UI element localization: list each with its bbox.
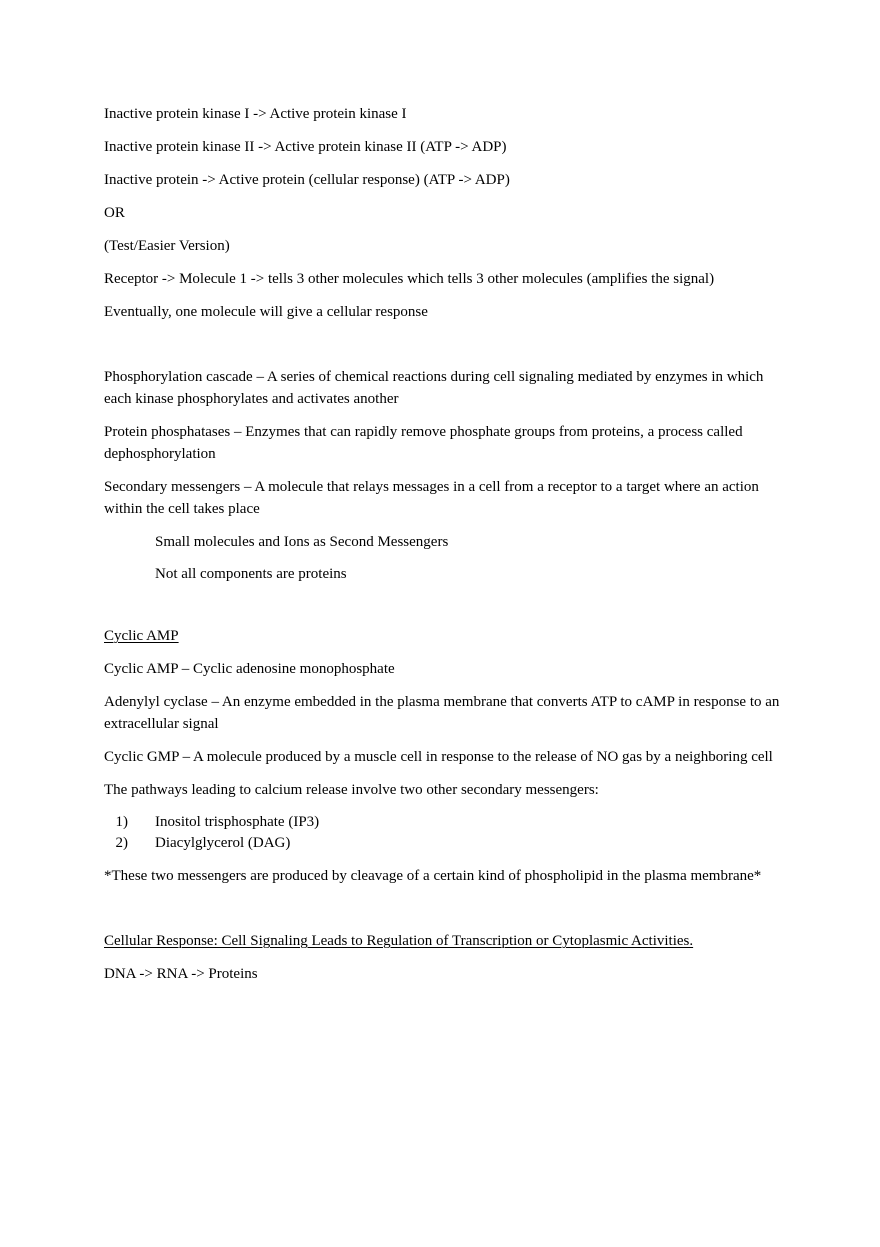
second-messengers-note: Small molecules and Ions as Second Messengers: [155, 534, 449, 550]
phospholipid-note: *These two messengers are produced by cleavage of a certain kind of phospholipid in the plasma membrane*: [104, 868, 762, 884]
calcium-pathway-intro: The pathways leading to calcium release involve two other secondary messengers:: [104, 782, 599, 798]
spacer: [104, 595, 784, 625]
list-item-text: Diacylglycerol (DAG): [155, 835, 291, 851]
list-item: [104, 812, 784, 833]
phosphorylation-cascade-definition: Phosphorylation cascade – A series of chemical reactions during cell signaling mediated by enzymes in which each kinase phosphorylates and activates another: [104, 369, 764, 407]
spacer: [104, 898, 784, 930]
cellular-response-heading: Cellular Response: Cell Signaling Leads to Regulation of Transcription or Cytoplasmic Activities.: [104, 933, 694, 949]
easier-version-label: (Test/Easier Version): [104, 238, 230, 254]
list-number: 1): [115, 814, 128, 830]
protein-activation-line: Inactive protein -> Active protein (cellular response) (ATP -> ADP): [104, 172, 510, 188]
list-number: 2): [115, 835, 128, 851]
messenger-list: [104, 812, 784, 854]
cyclic-amp-heading: Cyclic AMP: [104, 628, 179, 644]
adenylyl-cyclase-definition: Adenylyl cyclase – An enzyme embedded in the plasma membrane that converts ATP to cAMP in response to an extracellular signal: [104, 694, 780, 732]
components-note: Not all components are proteins: [155, 566, 347, 582]
cyclic-gmp-definition: Cyclic GMP – A molecule produced by a muscle cell in response to the release of NO gas by a neighboring cell: [104, 749, 773, 765]
spacer: [104, 334, 784, 366]
document-body: [104, 103, 784, 996]
list-item: [104, 833, 784, 854]
central-dogma-line: DNA -> RNA -> Proteins: [104, 966, 258, 982]
protein-phosphatases-definition: Protein phosphatases – Enzymes that can rapidly remove phosphate groups from proteins, a process called dephosphorylation: [104, 424, 743, 462]
cellular-response-line: Eventually, one molecule will give a cellular response: [104, 304, 428, 320]
cyclic-amp-definition: Cyclic AMP – Cyclic adenosine monophosphate: [104, 661, 395, 677]
kinase-two-line: Inactive protein kinase II -> Active protein kinase II (ATP -> ADP): [104, 139, 507, 155]
secondary-messengers-definition: Secondary messengers – A molecule that relays messages in a cell from a receptor to a target where an action within the cell takes place: [104, 479, 759, 517]
receptor-amplification-line: Receptor -> Molecule 1 -> tells 3 other molecules which tells 3 other molecules (amplifies the signal): [104, 271, 715, 287]
kinase-one-line: Inactive protein kinase I -> Active protein kinase I: [104, 106, 407, 122]
or-line: OR: [104, 205, 125, 221]
list-item-text: Inositol trisphosphate (IP3): [155, 814, 320, 830]
